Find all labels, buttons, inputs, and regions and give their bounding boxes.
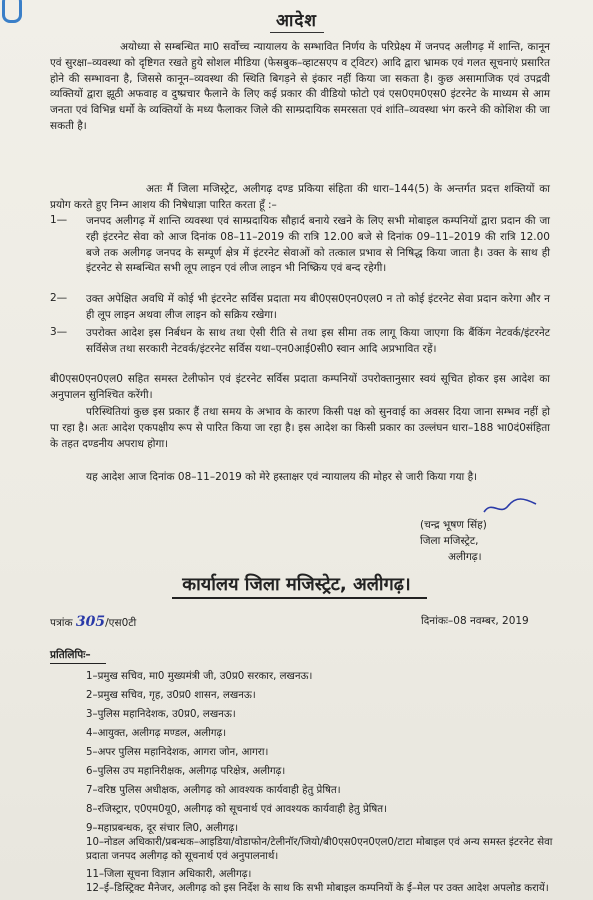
copy-item: 9–महाप्रबन्धक, दूर संचार लि0, अलीगढ़। (86, 823, 239, 834)
reference-date: दिनांकः–08 नवम्बर, 2019 (421, 615, 529, 627)
patrank-label: पत्रांक (50, 617, 73, 629)
issue-paragraph: यह आदेश आज दिनांक 08–11–2019 को मेरे हस्ताक्षर एवं न्यायालय की मोहर से जारी किया गया है। (86, 471, 478, 483)
copy-item: 7–वरिष्ठ पुलिस अधीक्षक, अलीगढ़ को आवश्यक कार्यवाही हेतु प्रेषित। (86, 785, 341, 796)
copy-item: 10–नोडल अधिकारी/प्रबन्धक–आइडिया/वोडाफोन/टेलीनॉर/जियो/बी0एस0एन0एल0/टाटा मोबाइल एवं अन्य समस्त इंटरनेट सेवा प्रदाता जनपद अलीगढ़ को सूचनार्थ एवं अनुपालनार्थ। (86, 837, 553, 862)
copy-item: 3–पुलिस महानिदेशक, उ0प्र0, लखनऊ। (86, 709, 236, 720)
copy-item: 6–पुलिस उप महानिरीक्षक, अलीगढ़ परिक्षेत्र, अलीगढ़। (86, 766, 286, 777)
circumstance-paragraph: परिस्थितियां कुछ इस प्रकार हैं तथा समय के अभाव के कारण किसी पक्ष को सुनवाई का अवसर दिया जाना सम्भव नहीं हो पा रहा है। अतः आदेश एकपक्षीय रूप से पारित किया जा रहा है। इस आदेश का किसी प्रकार का उल्लंघन धारा–188 भा0दं0संहिता के तहत दण्डनीय अपराध होगा। (50, 406, 550, 450)
point-1-number: 1— (50, 214, 68, 226)
copy-to-heading: प्रतिलिपिः– (50, 649, 91, 661)
point-3-text: उपरोक्त आदेश इस निर्बधन के साथ तथा ऐसी रीति से तथा इस सीमा तक लागू किया जाएगा कि बैंकिंग नेटवर्क/इंटरनेट सर्विसेज तथा सरकारी नेटवर्क/इंटरनेट सर्विस यथा–एन0आई0सी0 स्वान आदि अप्रभावित रहें। (86, 327, 550, 355)
order-title: आदेश (276, 11, 317, 31)
patrank-number: 305 (75, 614, 106, 630)
intro-paragraph: अयोध्या से सम्बन्धित मा0 सर्वोच्च न्यायालय के सम्भावित निर्णय के परिप्रेक्ष्य में जनपद अलीगढ़ में शान्ति, कानून एवं सुरक्षा–व्यवस्था को दृष्टिगत रखते हुये सोशल मीडिया (फेसबुक–व्हाटसएप व ट्विटर) आदि द्वारा भ्रामक एवं गलत सूचनाएं प्रसारित होने की सम्भावना है, जिससे कानून–व्यवस्था की स्थिति बिगड़ने से इंकार नहीं किया जा सकता है। कुछ असामाजिक एवं उपद्रवी व्यक्तियों द्वारा झूठी अफवाह व दुष्प्रचार फैलाने के लिए कई प्रकार की वीडियो फोटो एवं एस0एम0एस0 इंटरनेट के माध्यम से आम जनता एवं विभिन्न धर्मो के व्यक्तियों के मध्य फैलाकर जिले की साम्प्रदायिक समरसता एवं शांति–व्यवस्था भंग करने की कोशिश की जा सकती है। (50, 41, 550, 132)
office-heading-underline (172, 597, 427, 599)
office-heading: कार्यालय जिला मजिस्ट्रेट, अलीगढ़। (182, 574, 411, 595)
signatory-designation: जिला मजिस्ट्रेट, (420, 535, 479, 547)
copy-item: 12–ई–डिस्ट्रिक्ट मैनेजर, अलीगढ़ को इस निर्देश के साथ कि सभी मोबाइल कम्पनियों के ई–मेल पर उक्त आदेश अपलोड करायें। (86, 883, 549, 894)
point-1-text: जनपद अलीगढ़ में शान्ति व्यवस्था एवं साम्प्रदायिक सौहार्द बनाये रखने के लिए सभी मोबाइल कम्पनियों द्वारा प्रदान की जा रही इंटरनेट सेवा को आज दिनांक 08–11–2019 की रात्रि 12.00 बजे से दिनांक 09–11–2019 की रात्रि 12.00 बजे तक अलीगढ़ जनपद के सम्पूर्ण क्षेत्र में इंटरनेट सेवाओं को तत्काल प्रभाव से निषिद्ध किया जाता है। उक्त के साथ ही इंटरनेट से सम्बन्धित सभी लूप लाइन एवं लीज लाइन भी निष्क्रिय एवं बन्द रहेगी। (86, 215, 550, 275)
title-underline (270, 32, 324, 33)
signatory-name: (चन्द्र भूषण सिंह) (420, 519, 487, 531)
copy-item: 4–आयुक्त, अलीगढ़ मण्डल, अलीगढ़। (86, 728, 227, 739)
signature-scribble (480, 494, 540, 520)
bsnl-paragraph: बी0एस0एन0एल0 सहित समस्त टेलीफोन एवं इंटरनेट सर्विस प्रदाता कम्पनियों उपरोक्तानुसार स्वयं सूचित होकर इस आदेश का अनुपालन सुनिश्चित करेंगी। (50, 373, 550, 401)
copy-item: 1–प्रमुख सचिव, मा0 मुख्यमंत्री जी, उ0प्र0 सरकार, लखनऊ। (86, 671, 313, 682)
copy-item: 11–जिला सूचना विज्ञान अधिकारी, अलीगढ़। (86, 869, 252, 880)
patrank-suffix: /एस0टी (105, 617, 137, 629)
signatory-place: अलीगढ़। (448, 551, 482, 563)
copy-item: 2–प्रमुख सचिव, गृह, उ0प्र0 शासन, लखनऊ। (86, 690, 256, 701)
point-2-text: उक्त अपेक्षित अवधि में कोई भी इंटरनेट सर्विस प्रदाता मय बी0एस0एन0एल0 न तो कोई इंटरनेट सेवा प्रदान करेगा और न ही लूप लाइन अथवा लीज लाइन को सक्रिय रखेगा। (86, 293, 550, 321)
copy-item: 5–अपर पुलिस महानिदेशक, आगरा जोन, आगरा। (86, 747, 269, 758)
reference-number (50, 614, 136, 630)
point-3-number: 3— (50, 326, 68, 338)
point-2-number: 2— (50, 292, 68, 304)
copy-item: 8–रजिस्ट्रार, ए0एम0यू0, अलीगढ़ को सूचनार्थ एवं आवश्यक कार्यवाही हेतु प्रेषित। (86, 804, 387, 815)
order-intro-paragraph: अतः मैं जिला मजिस्ट्रेट, अलीगढ़ दण्ड प्रकिया संहिता की धारा–144(5) के अन्तर्गत प्रदत्त शक्तियों का प्रयोग करते हुए निम्न आशय की निषेधाज्ञा पारित करता हूँ :– (50, 183, 550, 211)
copy-to-underline (50, 663, 106, 664)
